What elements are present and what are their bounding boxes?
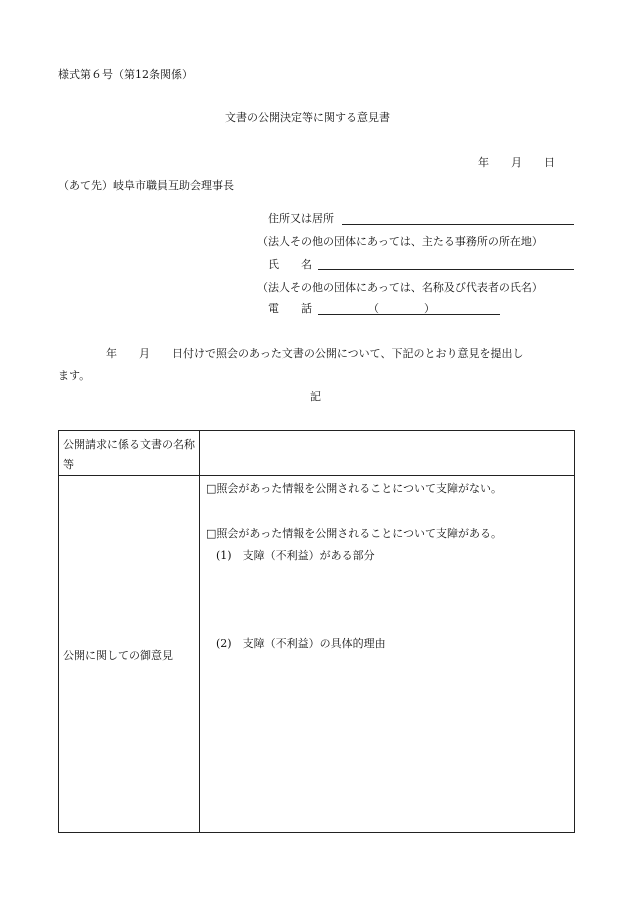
name-label: 氏 名 xyxy=(268,258,312,271)
option-no-obstacle[interactable]: □照会があった情報を公開されることについて支障がない。 xyxy=(206,482,503,495)
address-field-line[interactable] xyxy=(342,224,574,225)
address-label: 住所又は居所 xyxy=(268,212,334,225)
opinion-table xyxy=(58,430,575,833)
name-note: （法人その他の団体にあっては、名称及び代表者の氏名） xyxy=(257,281,543,294)
form-number: 様式第６号（第12条関係） xyxy=(58,68,193,81)
date-line: 年 月 日 xyxy=(478,156,555,169)
body-line-2: ます。 xyxy=(58,369,91,382)
option-has-obstacle[interactable]: □照会があった情報を公開されることについて支障がある。 xyxy=(206,527,503,540)
phone-paren-close: ） xyxy=(424,302,435,315)
document-name-field[interactable] xyxy=(200,431,575,476)
opinion-label: 公開に関しての御意見 xyxy=(59,476,200,833)
opinion-field[interactable] xyxy=(200,476,575,833)
address-note: （法人その他の団体にあっては、主たる事務所の所在地） xyxy=(257,235,543,248)
document-name-label: 公開請求に係る文書の名称等 xyxy=(59,431,200,476)
document-title: 文書の公開決定等に関する意見書 xyxy=(225,111,390,124)
ki-heading: 記 xyxy=(310,390,321,403)
addressee: （あて先）岐阜市職員互助会理事長 xyxy=(58,179,234,192)
phone-paren-open: （ xyxy=(368,302,379,315)
phone-label: 電 話 xyxy=(268,302,312,315)
obstacle-part-heading: (1) 支障（不利益）がある部分 xyxy=(216,549,375,562)
phone-field-line[interactable] xyxy=(318,314,500,315)
body-line-1: 年 月 日付けで照会のあった文書の公開について、下記のとおり意見を提出し xyxy=(106,347,524,360)
obstacle-reason-heading: (2) 支障（不利益）の具体的理由 xyxy=(216,637,386,650)
name-field-line[interactable] xyxy=(318,269,574,270)
